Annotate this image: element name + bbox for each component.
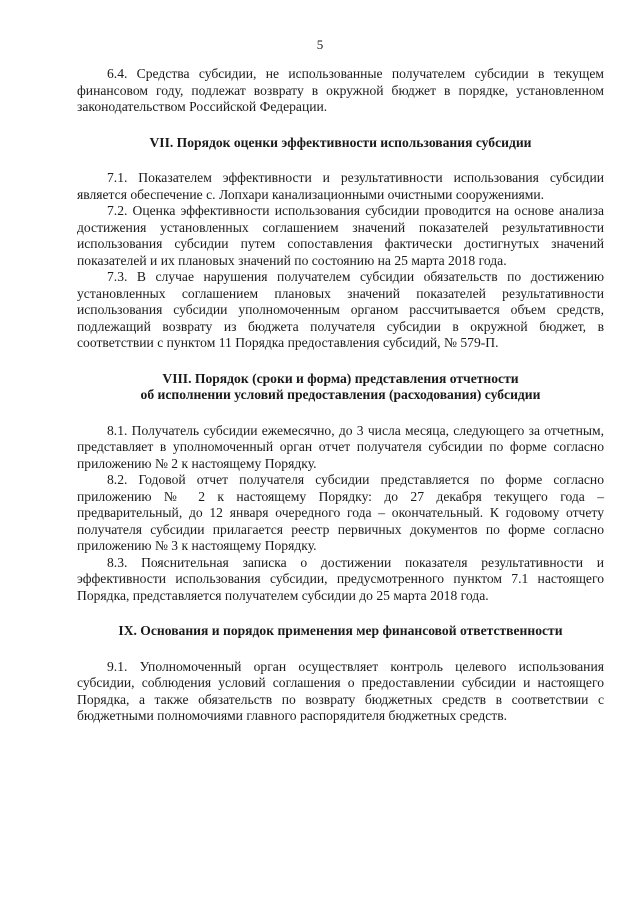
section-vii-body — [77, 170, 604, 352]
section-heading-viii — [77, 371, 604, 404]
paragraph-8-2: 8.2. Годовой отчет получателя субсидии представляется по форме согласно приложению № 2 к настоящему Порядку: до 27 декабря текущего года – предварительный, до 12 января очередного года – окончательный. К годовому отчету получателя субсидии прилагается реестр первичных документов по форме согласно приложению № 3 к настоящему Порядку. — [77, 472, 604, 553]
document-body — [77, 66, 604, 725]
paragraph-7-3: 7.3. В случае нарушения получателем субсидии обязательств по достижению установленных соглашением плановых значений показателей результативности использования субсидии уполномоченным органом рассчитывается объем средств, подлежащий возврату из бюджета получателя субсидии в окружной бюджет, в соответствии с пунктом 11 Порядка предоставления субсидий, № 579-П. — [77, 269, 604, 350]
paragraph-7-2: 7.2. Оценка эффективности использования субсидии проводится на основе анализа достижения установленных соглашением значений показателей результативности использования субсидии путем сопоставления фактически достигнутых значений показателей и их плановых значений по состоянию на 25 марта 2018 года. — [77, 203, 604, 268]
paragraph-8-3: 8.3. Пояснительная записка о достижении показателя результативности и эффективности использования субсидии, предусмотренного пунктом 7.1 настоящего Порядка, представляется получателем субсидии до 25 марта 2018 года. — [77, 554, 604, 603]
section-ix-body — [77, 659, 604, 725]
paragraph-8-1: 8.1. Получатель субсидии ежемесячно, до 3 числа месяца, следующего за отчетным, представляет в уполномоченный орган отчет получателя субсидии по форме согласно приложению № 2 к настоящему Порядку. — [77, 422, 604, 471]
page-number: 5 — [316, 37, 324, 52]
section-heading-ix: IX. Основания и порядок применения мер финансовой ответственности — [118, 623, 563, 638]
section-heading-viii-line2: об исполнении условий предоставления (расходования) субсидии — [140, 387, 541, 402]
paragraph-9-1: 9.1. Уполномоченный орган осуществляет контроль целевого использования субсидии, соблюдения условий соглашения о предоставлении субсидии и настоящего Порядка, а также обязательств по возврату бюджетных средств в соответствии с бюджетными полномочиями главного распорядителя бюджетных средств. — [77, 658, 604, 723]
section-heading-vii: VII. Порядок оценки эффективности использования субсидии — [149, 134, 532, 150]
paragraph-7-1: 7.1. Показателем эффективности и результативности использования субсидии является обеспечение с. Лопхари канализационными очистными сооружениями. — [77, 170, 604, 202]
section-heading-viii-line1: VIII. Порядок (сроки и форма) представления отчетности — [162, 370, 519, 386]
section-viii-body — [77, 423, 604, 605]
paragraph-6-4: 6.4. Средства субсидии, не использованные получателем субсидии в текущем финансовом году, подлежат возврату в окружной бюджет в порядке, установленном законодательством Российской Федерации. — [77, 66, 604, 114]
